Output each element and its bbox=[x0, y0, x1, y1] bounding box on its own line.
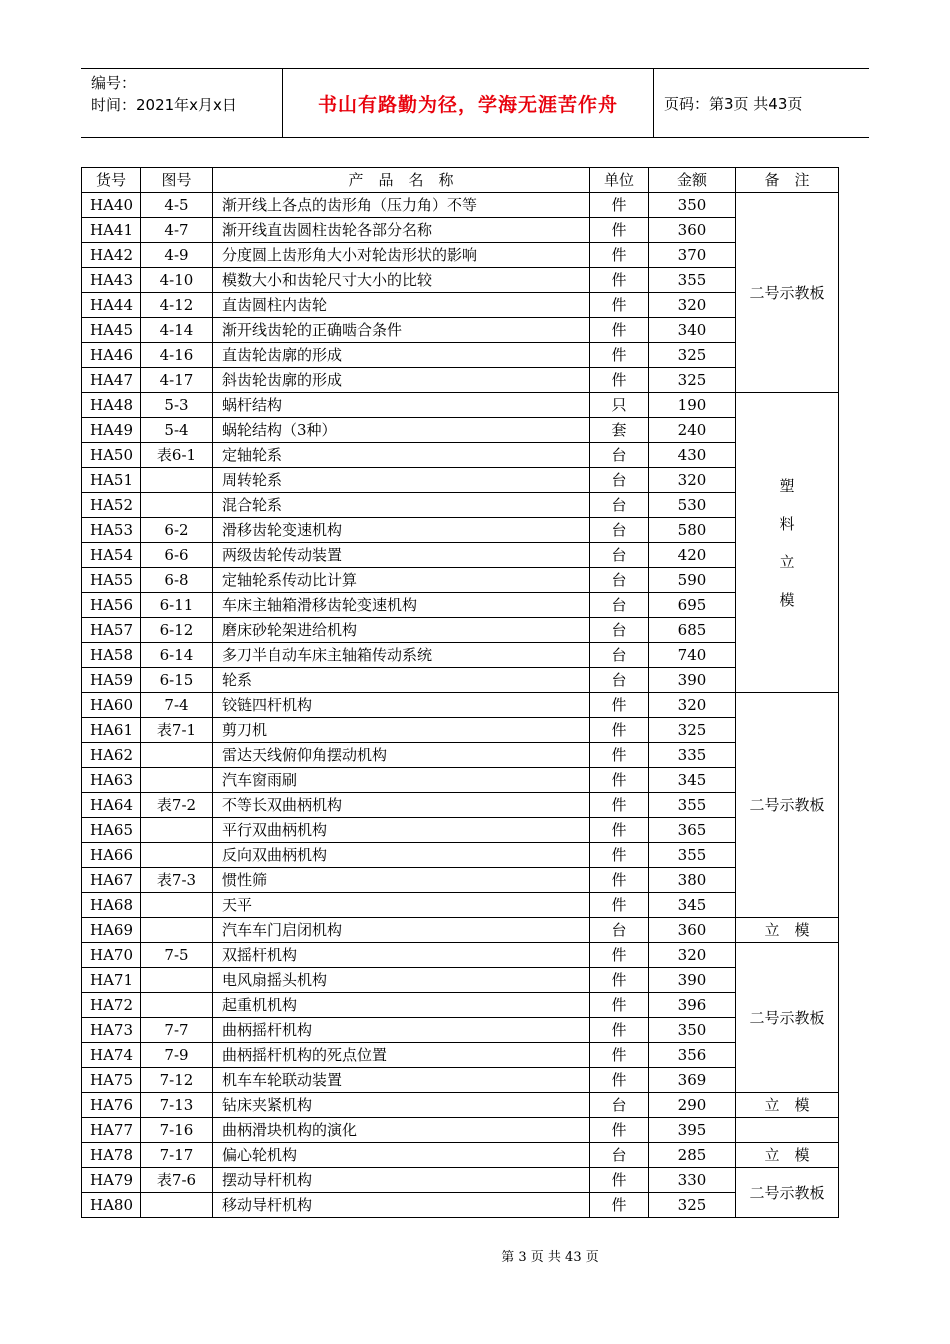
remark-char: 料 bbox=[779, 514, 795, 533]
item-code-cell: HA67 bbox=[82, 868, 141, 893]
header-motto-cell bbox=[283, 69, 654, 137]
amount-cell: 395 bbox=[649, 1118, 736, 1143]
item-code-cell: HA59 bbox=[82, 668, 141, 693]
motto-text: 书山有路勤为径，学海无涯苦作舟 bbox=[317, 93, 618, 116]
product-name-cell: 渐开线上各点的齿形角（压力角）不等 bbox=[213, 193, 590, 218]
unit-cell: 件 bbox=[590, 818, 649, 843]
item-code-cell: HA44 bbox=[82, 293, 141, 318]
amount-cell: 356 bbox=[649, 1043, 736, 1068]
figure-number-cell: 5-4 bbox=[141, 418, 213, 443]
amount-cell: 240 bbox=[649, 418, 736, 443]
table-row bbox=[82, 818, 839, 843]
product-name-cell: 钻床夹紧机构 bbox=[213, 1093, 590, 1118]
figure-number-cell: 6-2 bbox=[141, 518, 213, 543]
amount-cell: 325 bbox=[649, 1193, 736, 1218]
unit-cell: 台 bbox=[590, 1093, 649, 1118]
product-name-cell: 摆动导杆机构 bbox=[213, 1168, 590, 1193]
unit-cell: 件 bbox=[590, 843, 649, 868]
table-row bbox=[82, 193, 839, 218]
product-name-cell: 汽车窗雨刷 bbox=[213, 768, 590, 793]
item-code-cell: HA75 bbox=[82, 1068, 141, 1093]
figure-number-cell: 4-5 bbox=[141, 193, 213, 218]
figure-number-cell: 6-12 bbox=[141, 618, 213, 643]
table-row bbox=[82, 1068, 839, 1093]
amount-cell: 740 bbox=[649, 643, 736, 668]
amount-cell: 530 bbox=[649, 493, 736, 518]
table-row bbox=[82, 443, 839, 468]
amount-cell: 350 bbox=[649, 1018, 736, 1043]
item-code-cell: HA43 bbox=[82, 268, 141, 293]
table-row bbox=[82, 993, 839, 1018]
table-row bbox=[82, 418, 839, 443]
remark-vertical-text bbox=[779, 467, 794, 619]
remark-cell: 二号示教板 bbox=[736, 693, 839, 918]
table-row bbox=[82, 768, 839, 793]
remark-cell: 立 模 bbox=[736, 1143, 839, 1168]
unit-cell: 件 bbox=[590, 243, 649, 268]
table-row bbox=[82, 368, 839, 393]
product-name-cell: 汽车车门启闭机构 bbox=[213, 918, 590, 943]
table-row bbox=[82, 968, 839, 993]
amount-cell: 340 bbox=[649, 318, 736, 343]
table-row bbox=[82, 793, 839, 818]
item-code-cell: HA66 bbox=[82, 843, 141, 868]
table-row bbox=[82, 1193, 839, 1218]
item-code-cell: HA76 bbox=[82, 1093, 141, 1118]
unit-cell: 件 bbox=[590, 293, 649, 318]
item-code-cell: HA79 bbox=[82, 1168, 141, 1193]
item-code-cell: HA58 bbox=[82, 643, 141, 668]
amount-cell: 320 bbox=[649, 693, 736, 718]
figure-number-cell bbox=[141, 743, 213, 768]
item-code-cell: HA73 bbox=[82, 1018, 141, 1043]
amount-cell: 325 bbox=[649, 718, 736, 743]
unit-cell: 件 bbox=[590, 1168, 649, 1193]
page-footer bbox=[0, 1246, 950, 1265]
unit-cell: 件 bbox=[590, 743, 649, 768]
unit-cell: 件 bbox=[590, 1193, 649, 1218]
product-name-cell: 滑移齿轮变速机构 bbox=[213, 518, 590, 543]
table-row bbox=[82, 518, 839, 543]
table-row bbox=[82, 543, 839, 568]
unit-cell: 件 bbox=[590, 1118, 649, 1143]
item-code-cell: HA41 bbox=[82, 218, 141, 243]
product-name-cell: 反向双曲柄机构 bbox=[213, 843, 590, 868]
table-row bbox=[82, 643, 839, 668]
figure-number-cell bbox=[141, 843, 213, 868]
amount-cell: 685 bbox=[649, 618, 736, 643]
figure-number-cell: 4-10 bbox=[141, 268, 213, 293]
product-name-cell: 轮系 bbox=[213, 668, 590, 693]
table-row bbox=[82, 268, 839, 293]
unit-cell: 件 bbox=[590, 343, 649, 368]
item-code-cell: HA45 bbox=[82, 318, 141, 343]
table-row bbox=[82, 568, 839, 593]
item-code-cell: HA60 bbox=[82, 693, 141, 718]
unit-cell: 件 bbox=[590, 268, 649, 293]
unit-cell: 台 bbox=[590, 518, 649, 543]
remark-cell bbox=[736, 393, 839, 693]
product-name-cell: 斜齿轮齿廓的形成 bbox=[213, 368, 590, 393]
figure-number-cell: 4-7 bbox=[141, 218, 213, 243]
table-row bbox=[82, 343, 839, 368]
amount-cell: 360 bbox=[649, 918, 736, 943]
item-code-cell: HA40 bbox=[82, 193, 141, 218]
item-code-cell: HA63 bbox=[82, 768, 141, 793]
figure-number-cell: 6-15 bbox=[141, 668, 213, 693]
table-row bbox=[82, 1118, 839, 1143]
unit-cell: 件 bbox=[590, 1018, 649, 1043]
table-row bbox=[82, 293, 839, 318]
code-label: 编号： bbox=[91, 74, 137, 92]
item-code-cell: HA52 bbox=[82, 493, 141, 518]
table-row bbox=[82, 693, 839, 718]
figure-number-cell bbox=[141, 893, 213, 918]
table-row bbox=[82, 1168, 839, 1193]
remark-cell: 二号示教板 bbox=[736, 943, 839, 1093]
item-code-cell: HA78 bbox=[82, 1143, 141, 1168]
figure-number-cell: 7-16 bbox=[141, 1118, 213, 1143]
figure-number-cell: 7-7 bbox=[141, 1018, 213, 1043]
amount-cell: 355 bbox=[649, 793, 736, 818]
amount-cell: 396 bbox=[649, 993, 736, 1018]
unit-cell: 件 bbox=[590, 893, 649, 918]
item-code-cell: HA77 bbox=[82, 1118, 141, 1143]
product-name-cell: 蜗轮结构（3种） bbox=[213, 418, 590, 443]
item-code-cell: HA42 bbox=[82, 243, 141, 268]
figure-number-cell: 表7-2 bbox=[141, 793, 213, 818]
product-table bbox=[81, 167, 839, 1218]
unit-cell: 只 bbox=[590, 393, 649, 418]
product-name-cell: 混合轮系 bbox=[213, 493, 590, 518]
figure-number-cell: 4-12 bbox=[141, 293, 213, 318]
table-row bbox=[82, 393, 839, 418]
header-page-cell bbox=[654, 69, 869, 137]
table-row bbox=[82, 718, 839, 743]
figure-number-cell: 6-11 bbox=[141, 593, 213, 618]
amount-cell: 330 bbox=[649, 1168, 736, 1193]
unit-cell: 件 bbox=[590, 218, 649, 243]
product-name-cell: 蜗杆结构 bbox=[213, 393, 590, 418]
figure-number-cell bbox=[141, 1193, 213, 1218]
unit-cell: 件 bbox=[590, 968, 649, 993]
table-row bbox=[82, 243, 839, 268]
figure-number-cell: 表7-3 bbox=[141, 868, 213, 893]
table-row bbox=[82, 468, 839, 493]
unit-cell: 件 bbox=[590, 368, 649, 393]
unit-cell: 台 bbox=[590, 1143, 649, 1168]
unit-cell: 台 bbox=[590, 593, 649, 618]
amount-cell: 350 bbox=[649, 193, 736, 218]
unit-cell: 件 bbox=[590, 693, 649, 718]
amount-cell: 365 bbox=[649, 818, 736, 843]
table-row bbox=[82, 1093, 839, 1118]
unit-cell: 件 bbox=[590, 993, 649, 1018]
amount-cell: 590 bbox=[649, 568, 736, 593]
amount-cell: 370 bbox=[649, 243, 736, 268]
amount-cell: 290 bbox=[649, 1093, 736, 1118]
amount-cell: 285 bbox=[649, 1143, 736, 1168]
product-name-cell: 移动导杆机构 bbox=[213, 1193, 590, 1218]
figure-number-cell: 5-3 bbox=[141, 393, 213, 418]
unit-cell: 件 bbox=[590, 793, 649, 818]
header-info-cell bbox=[81, 69, 283, 137]
unit-cell: 台 bbox=[590, 918, 649, 943]
item-code-cell: HA57 bbox=[82, 618, 141, 643]
product-name-cell: 惯性筛 bbox=[213, 868, 590, 893]
amount-cell: 345 bbox=[649, 768, 736, 793]
product-name-cell: 周转轮系 bbox=[213, 468, 590, 493]
date-label: 时间：2021年x月x日 bbox=[91, 96, 237, 114]
product-name-cell: 曲柄滑块机构的演化 bbox=[213, 1118, 590, 1143]
table-body bbox=[82, 193, 839, 1218]
product-name-cell: 车床主轴箱滑移齿轮变速机构 bbox=[213, 593, 590, 618]
item-code-cell: HA71 bbox=[82, 968, 141, 993]
table-row bbox=[82, 618, 839, 643]
figure-number-cell bbox=[141, 768, 213, 793]
product-name-cell: 雷达天线俯仰角摆动机构 bbox=[213, 743, 590, 768]
product-name-cell: 多刀半自动车床主轴箱传动系统 bbox=[213, 643, 590, 668]
product-name-cell: 渐开线齿轮的正确啮合条件 bbox=[213, 318, 590, 343]
figure-number-cell: 6-6 bbox=[141, 543, 213, 568]
unit-cell: 件 bbox=[590, 193, 649, 218]
unit-cell: 台 bbox=[590, 543, 649, 568]
remark-cell: 立 模 bbox=[736, 918, 839, 943]
figure-number-cell: 4-9 bbox=[141, 243, 213, 268]
table-row bbox=[82, 843, 839, 868]
amount-cell: 369 bbox=[649, 1068, 736, 1093]
figure-number-cell: 4-14 bbox=[141, 318, 213, 343]
amount-cell: 695 bbox=[649, 593, 736, 618]
product-name-cell: 机车车轮联动装置 bbox=[213, 1068, 590, 1093]
product-name-cell: 分度圆上齿形角大小对轮齿形状的影响 bbox=[213, 243, 590, 268]
unit-cell: 套 bbox=[590, 418, 649, 443]
item-code-cell: HA56 bbox=[82, 593, 141, 618]
product-name-cell: 曲柄摇杆机构 bbox=[213, 1018, 590, 1043]
product-name-cell: 模数大小和齿轮尺寸大小的比较 bbox=[213, 268, 590, 293]
product-name-cell: 直齿圆柱内齿轮 bbox=[213, 293, 590, 318]
table-row bbox=[82, 318, 839, 343]
item-code-cell: HA53 bbox=[82, 518, 141, 543]
remark-char: 塑 bbox=[779, 476, 795, 495]
item-code-cell: HA65 bbox=[82, 818, 141, 843]
remark-cell: 立 模 bbox=[736, 1093, 839, 1118]
product-name-cell: 天平 bbox=[213, 893, 590, 918]
table-row bbox=[82, 893, 839, 918]
unit-cell: 台 bbox=[590, 443, 649, 468]
page-header bbox=[81, 68, 869, 138]
figure-number-cell: 表6-1 bbox=[141, 443, 213, 468]
amount-cell: 380 bbox=[649, 868, 736, 893]
item-code-cell: HA61 bbox=[82, 718, 141, 743]
item-code-cell: HA70 bbox=[82, 943, 141, 968]
amount-cell: 390 bbox=[649, 968, 736, 993]
figure-number-cell: 表7-1 bbox=[141, 718, 213, 743]
item-code-cell: HA49 bbox=[82, 418, 141, 443]
table-row bbox=[82, 943, 839, 968]
table-row bbox=[82, 868, 839, 893]
item-code-cell: HA80 bbox=[82, 1193, 141, 1218]
figure-number-cell bbox=[141, 993, 213, 1018]
item-code-cell: HA69 bbox=[82, 918, 141, 943]
table-row bbox=[82, 918, 839, 943]
product-name-cell: 不等长双曲柄机构 bbox=[213, 793, 590, 818]
table-header-row bbox=[82, 168, 839, 193]
figure-number-cell: 7-5 bbox=[141, 943, 213, 968]
unit-cell: 台 bbox=[590, 668, 649, 693]
product-name-cell: 铰链四杆机构 bbox=[213, 693, 590, 718]
figure-number-cell: 7-4 bbox=[141, 693, 213, 718]
amount-cell: 320 bbox=[649, 468, 736, 493]
table-row bbox=[82, 593, 839, 618]
column-header-code: 货号 bbox=[82, 168, 141, 193]
footer-page-number: 第 3 页 共 43 页 bbox=[501, 1250, 599, 1265]
unit-cell: 件 bbox=[590, 318, 649, 343]
product-name-cell: 电风扇摇头机构 bbox=[213, 968, 590, 993]
column-header-amount: 金额 bbox=[649, 168, 736, 193]
amount-cell: 580 bbox=[649, 518, 736, 543]
unit-cell: 台 bbox=[590, 468, 649, 493]
product-name-cell: 剪刀机 bbox=[213, 718, 590, 743]
table-row bbox=[82, 493, 839, 518]
page-label: 页码：第3页 共43页 bbox=[664, 94, 803, 113]
figure-number-cell bbox=[141, 918, 213, 943]
item-code-cell: HA55 bbox=[82, 568, 141, 593]
product-name-cell: 起重机机构 bbox=[213, 993, 590, 1018]
figure-number-cell: 7-13 bbox=[141, 1093, 213, 1118]
product-name-cell: 定轴轮系 bbox=[213, 443, 590, 468]
product-name-cell: 曲柄摇杆机构的死点位置 bbox=[213, 1043, 590, 1068]
unit-cell: 台 bbox=[590, 493, 649, 518]
item-code-cell: HA64 bbox=[82, 793, 141, 818]
unit-cell: 件 bbox=[590, 768, 649, 793]
remark-cell: 二号示教板 bbox=[736, 193, 839, 393]
item-code-cell: HA68 bbox=[82, 893, 141, 918]
amount-cell: 390 bbox=[649, 668, 736, 693]
remark-char: 立 bbox=[779, 552, 795, 571]
amount-cell: 355 bbox=[649, 843, 736, 868]
unit-cell: 件 bbox=[590, 1043, 649, 1068]
figure-number-cell: 7-12 bbox=[141, 1068, 213, 1093]
remark-cell: 二号示教板 bbox=[736, 1168, 839, 1218]
item-code-cell: HA54 bbox=[82, 543, 141, 568]
figure-number-cell bbox=[141, 468, 213, 493]
table-row bbox=[82, 1043, 839, 1068]
amount-cell: 320 bbox=[649, 293, 736, 318]
amount-cell: 360 bbox=[649, 218, 736, 243]
figure-number-cell: 4-17 bbox=[141, 368, 213, 393]
product-name-cell: 两级齿轮传动装置 bbox=[213, 543, 590, 568]
amount-cell: 190 bbox=[649, 393, 736, 418]
product-name-cell: 直齿轮齿廓的形成 bbox=[213, 343, 590, 368]
table-row bbox=[82, 218, 839, 243]
item-code-cell: HA47 bbox=[82, 368, 141, 393]
column-header-name: 产 品 名 称 bbox=[213, 168, 590, 193]
product-name-cell: 平行双曲柄机构 bbox=[213, 818, 590, 843]
amount-cell: 430 bbox=[649, 443, 736, 468]
unit-cell: 件 bbox=[590, 868, 649, 893]
unit-cell: 台 bbox=[590, 618, 649, 643]
figure-number-cell: 表7-6 bbox=[141, 1168, 213, 1193]
item-code-cell: HA46 bbox=[82, 343, 141, 368]
amount-cell: 325 bbox=[649, 368, 736, 393]
amount-cell: 320 bbox=[649, 943, 736, 968]
unit-cell: 台 bbox=[590, 568, 649, 593]
table-row bbox=[82, 1018, 839, 1043]
figure-number-cell: 6-14 bbox=[141, 643, 213, 668]
unit-cell: 件 bbox=[590, 1068, 649, 1093]
amount-cell: 420 bbox=[649, 543, 736, 568]
figure-number-cell: 7-17 bbox=[141, 1143, 213, 1168]
amount-cell: 345 bbox=[649, 893, 736, 918]
product-name-cell: 渐开线直齿圆柱齿轮各部分名称 bbox=[213, 218, 590, 243]
figure-number-cell: 6-8 bbox=[141, 568, 213, 593]
product-name-cell: 偏心轮机构 bbox=[213, 1143, 590, 1168]
figure-number-cell bbox=[141, 493, 213, 518]
amount-cell: 355 bbox=[649, 268, 736, 293]
item-code-cell: HA74 bbox=[82, 1043, 141, 1068]
figure-number-cell bbox=[141, 818, 213, 843]
product-name-cell: 双摇杆机构 bbox=[213, 943, 590, 968]
table-row bbox=[82, 668, 839, 693]
table-row bbox=[82, 743, 839, 768]
amount-cell: 325 bbox=[649, 343, 736, 368]
product-name-cell: 磨床砂轮架进给机构 bbox=[213, 618, 590, 643]
item-code-cell: HA72 bbox=[82, 993, 141, 1018]
unit-cell: 件 bbox=[590, 718, 649, 743]
column-header-figure: 图号 bbox=[141, 168, 213, 193]
figure-number-cell: 7-9 bbox=[141, 1043, 213, 1068]
amount-cell: 335 bbox=[649, 743, 736, 768]
figure-number-cell: 4-16 bbox=[141, 343, 213, 368]
table-row bbox=[82, 1143, 839, 1168]
item-code-cell: HA51 bbox=[82, 468, 141, 493]
item-code-cell: HA62 bbox=[82, 743, 141, 768]
column-header-unit: 单位 bbox=[590, 168, 649, 193]
unit-cell: 件 bbox=[590, 943, 649, 968]
column-header-remark: 备 注 bbox=[736, 168, 839, 193]
remark-char: 模 bbox=[779, 590, 795, 609]
item-code-cell: HA48 bbox=[82, 393, 141, 418]
remark-cell bbox=[736, 1118, 839, 1143]
unit-cell: 台 bbox=[590, 643, 649, 668]
figure-number-cell bbox=[141, 968, 213, 993]
item-code-cell: HA50 bbox=[82, 443, 141, 468]
product-name-cell: 定轴轮系传动比计算 bbox=[213, 568, 590, 593]
